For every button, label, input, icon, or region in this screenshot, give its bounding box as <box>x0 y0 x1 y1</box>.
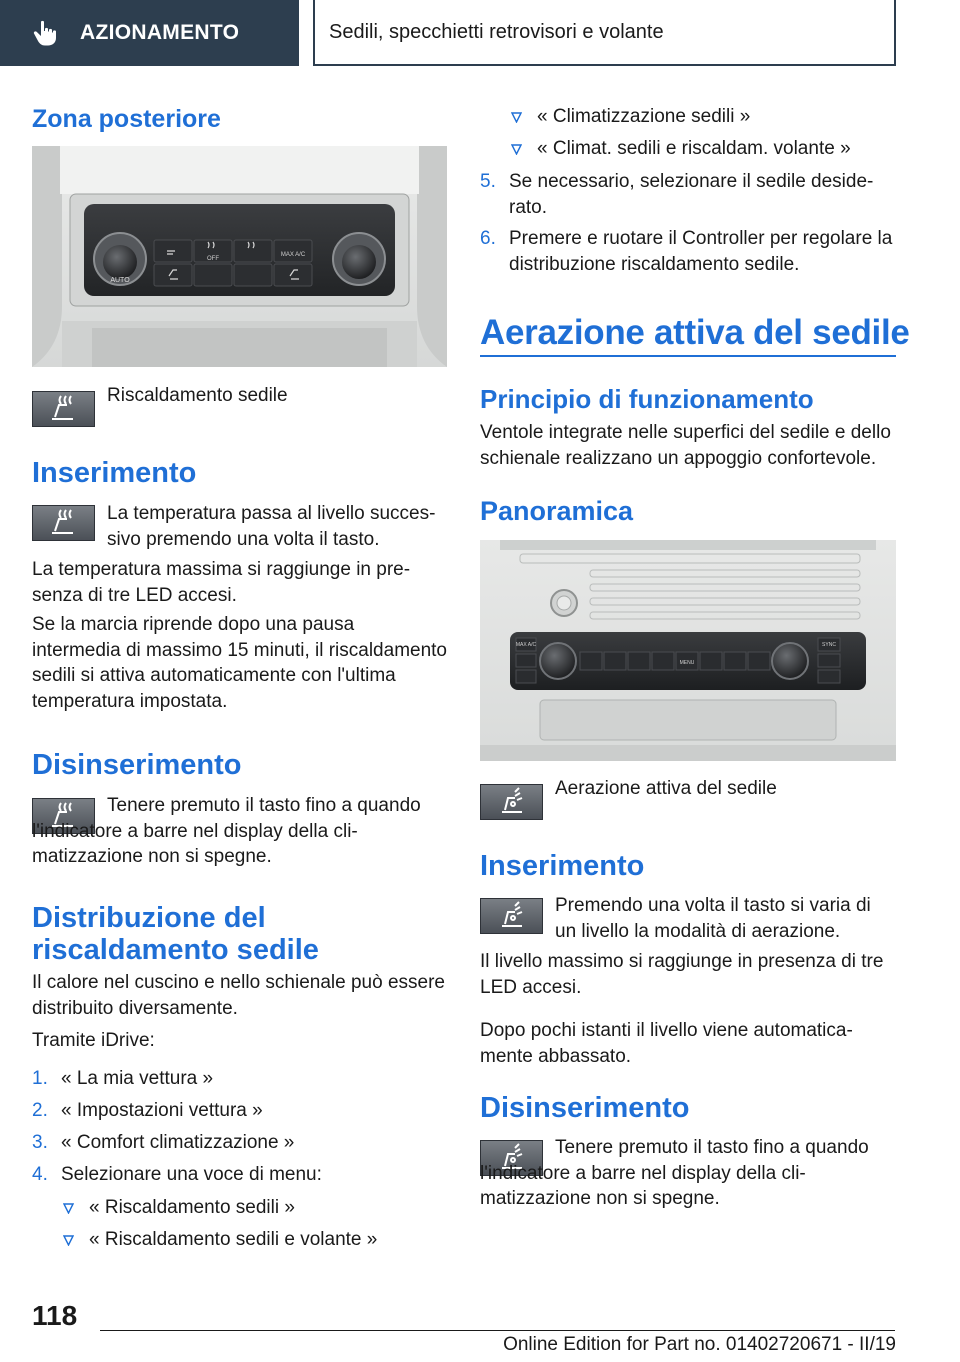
inserimento-text-right: Premendo una volta il tasto si varia di un livello la modalità di aerazione. <box>555 895 871 942</box>
page-number: 118 <box>32 1300 78 1331</box>
header-chapter-label: Sedili, specchietti retrovisori e volante <box>329 20 664 43</box>
triangle-bullet-icon <box>511 112 522 123</box>
seat-heating-icon <box>47 393 81 426</box>
panel-auto-text: AUTO <box>110 277 130 284</box>
panel-sync-text: SYNC <box>822 642 836 648</box>
header-section-label: AZIONAMENTO <box>80 21 240 44</box>
overview-heading: Panoramica <box>480 496 634 526</box>
footer-edition: Online Edition for Part no. 01402720671 - II/19 <box>503 1334 896 1355</box>
idrive-text: Tramite iDrive: <box>32 1030 155 1051</box>
auto-lower-text: Dopo pochi istanti il livello viene automaticamente abbassato. <box>480 1020 853 1067</box>
panel-menu-text: MENU <box>679 660 695 666</box>
hand-pointer-icon <box>32 20 58 46</box>
rear-climate-panel-image <box>32 146 447 367</box>
max-level-text: Il livello massimo si raggiunge in presenza di tre LED accesi. <box>480 951 884 998</box>
seat-ventilation-button[interactable] <box>480 784 543 820</box>
seat-heating-button[interactable] <box>32 391 95 427</box>
header-section-tab[interactable] <box>0 0 299 66</box>
inserimento-heading-right: Inserimento <box>480 850 645 882</box>
heading-rule <box>480 355 896 357</box>
footer-rule <box>100 1330 895 1331</box>
triangle-bullet-icon <box>63 1235 74 1246</box>
rear-zone-heading: Zona posteriore <box>32 105 221 133</box>
inserimento-heading-left: Inserimento <box>32 457 197 489</box>
inserimento-text-left: La temperatura passa al livello successivo premendo una volta il tasto. <box>107 503 436 550</box>
disinserimento-text-right: Tenere premuto il tasto fino a quando l'indicatore a barre nel display della climatizzazione non si spegne. <box>480 1137 869 1209</box>
disinserimento-text-left: Tenere premuto il tasto fino a quando l'indicatore a barre nel display della climatizzazione non si spegne. <box>32 795 421 867</box>
active-vent-heading: Aerazione attiva del sedile <box>480 313 910 352</box>
disinserimento-heading-right: Disinserimento <box>480 1092 690 1124</box>
seat-ventilation-icon <box>495 900 529 933</box>
vent-caption: Aerazione attiva del sedile <box>555 778 777 799</box>
disinserimento-heading-left: Disinserimento <box>32 749 242 781</box>
seat-ventilation-icon <box>495 786 529 819</box>
triangle-bullet-icon <box>63 1203 74 1214</box>
distribution-heading: Distribuzione del riscaldamento sedile <box>32 902 319 966</box>
principle-text: Ventole integrate nelle superfici del sedile e dello schienale realizzano un appoggio confortevole. <box>480 422 891 469</box>
seat-heating-caption: Riscaldamento sedile <box>107 385 288 406</box>
front-climate-panel-image <box>480 540 896 761</box>
seat-heating-icon <box>47 507 81 540</box>
principle-heading: Principio di funzionamento <box>480 384 814 414</box>
header-chapter-tab[interactable] <box>313 0 896 66</box>
triangle-bullet-icon <box>511 144 522 155</box>
max-temp-text: La temperatura massima si raggiunge in presenza di tre LED accesi. <box>32 559 411 606</box>
seat-ventilation-button-insert[interactable] <box>480 898 543 934</box>
panel-off-text: OFF <box>207 256 219 262</box>
seat-heating-button-insert[interactable] <box>32 505 95 541</box>
distribution-text: Il calore nel cuscino e nello schienale può essere distribuito diversamente. <box>32 972 445 1019</box>
panel-max-ac-text: MAX A/C <box>280 252 306 258</box>
resume-text: Se la marcia riprende dopo una pausa intermedia di massimo 15 minuti, il riscaldamento sedili si attiva automaticamente con l'ultima temperatura impostata. <box>32 614 447 712</box>
panel-max-ac-text-front: MAX A/C <box>515 642 537 648</box>
